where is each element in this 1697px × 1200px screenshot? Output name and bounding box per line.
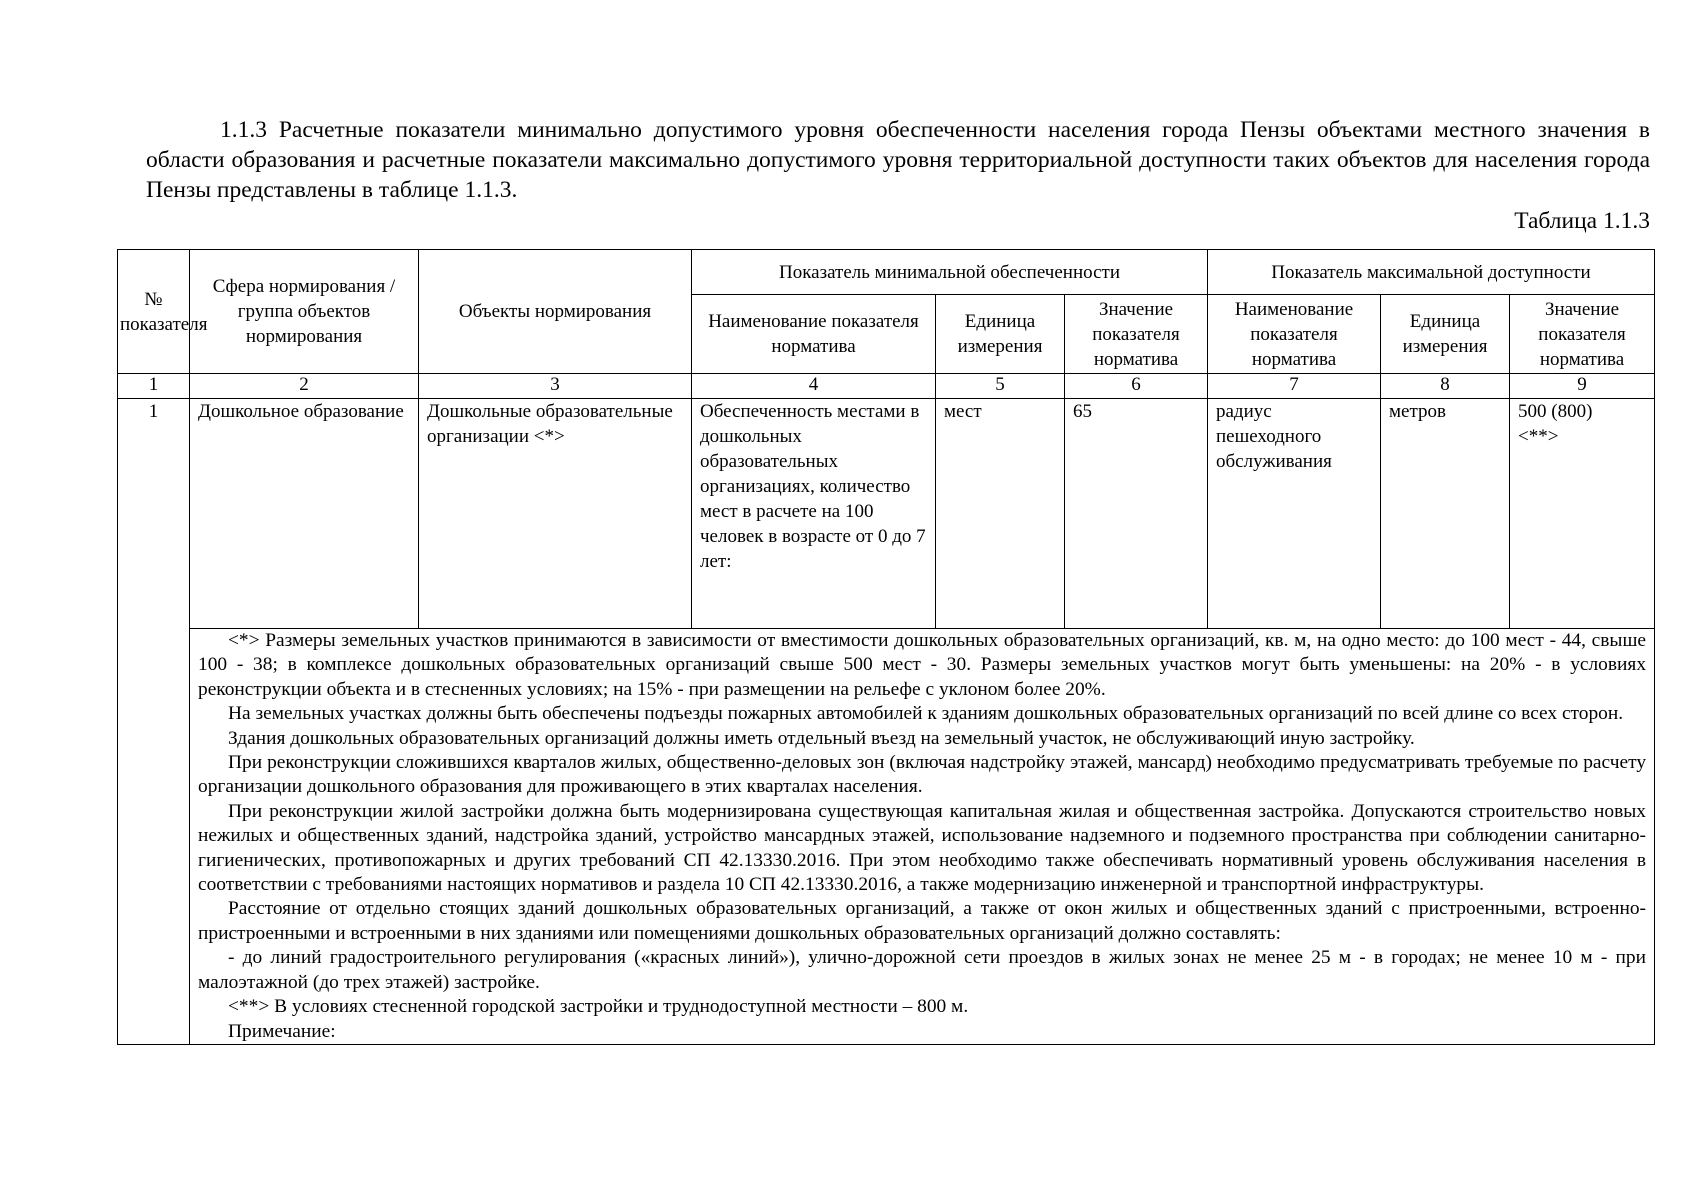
column-number: 8 bbox=[1381, 374, 1510, 399]
notes-cell bbox=[190, 629, 1655, 1045]
note-paragraph: При реконструкции жилой застройки должна быть модернизирована существующая капитальная жилая и общественная застройка. Допускаются строительство новых нежилых и общественных зданий, надстройка зданий, устройство мансардных этажей, использование надземного и подземного пространства при соблюдении санитарно-гигиенических, противопожарных и других требований СП 42.13330.2016. При этом необходимо также обеспечивать нормативный уровень обслуживания населения в соответствии с требованиями настоящих нормативов и раздела 10 СП 42.13330.2016, а также модернизацию инженерной и транспортной инфраструктуры. bbox=[198, 800, 1647, 896]
column-number: 6 bbox=[1065, 374, 1208, 399]
note-paragraph: Здания дошкольных образовательных организаций должны иметь отдельный въезд на земельный участок, не обслуживающий иную застройку. bbox=[228, 727, 1415, 749]
intro-paragraph: 1.1.3 Расчетные показатели минимально допустимого уровня обеспеченности населения города Пензы объектами местного значения в области образования и расчетные показатели максимально допустимого уровня территориальной доступности таких объектов для населения города Пензы представлены в таблице 1.1.3. bbox=[146, 117, 1650, 203]
header-max-accessibility: Показатель максимальной доступности bbox=[1208, 250, 1655, 295]
column-number: 5 bbox=[936, 374, 1065, 399]
header-max-value: Значение показателя норматива bbox=[1510, 295, 1655, 374]
header-max-name: Наименование показателя норматива bbox=[1208, 295, 1381, 374]
note-paragraph: - до линий градостроительного регулирования («красных линий»), улично-дорожной сети проездов в жилых зонах не менее 25 м - в городах; не менее 10 м - при малоэтажной (до трех этажей) застройке. bbox=[198, 947, 1647, 993]
column-number: 7 bbox=[1208, 374, 1381, 399]
note-paragraph: <**> В условиях стесненной городской застройки и труднодоступной местности – 800 м. bbox=[228, 996, 969, 1018]
column-number: 2 bbox=[190, 374, 419, 399]
header-min-provision: Показатель минимальной обеспеченности bbox=[692, 250, 1208, 295]
table-caption: Таблица 1.1.3 bbox=[1514, 208, 1650, 234]
note-paragraph: Примечание: bbox=[228, 1020, 336, 1042]
row-objects: Дошкольные образовательные организации <*> bbox=[419, 399, 692, 629]
header-max-unit: Единица измерения bbox=[1381, 295, 1510, 374]
column-number: 4 bbox=[692, 374, 936, 399]
row-sphere: Дошкольное образование bbox=[190, 399, 419, 629]
note-paragraph: Расстояние от отдельно стоящих зданий дошкольных образовательных организаций, а также от окон жилых и общественных зданий с пристроенными, встроенно-пристроенными и встроенными в них зданиями или помещениями дошкольных образовательных организаций должно составлять: bbox=[198, 898, 1647, 944]
note-paragraph: <*> Размеры земельных участков принимаются в зависимости от вместимости дошкольных образовательных организаций, кв. м, на одно место: до 100 мест - 44, свыше 100 - 38; в комплексе дошкольных образовательных организаций свыше 500 мест - 30. Размеры земельных участков могут быть уменьшены: на 20% - в условиях реконструкции объекта и в стесненных условиях; на 15% - при размещении на рельефе с уклоном более 20%. bbox=[198, 630, 1647, 700]
header-number: № показателя bbox=[118, 250, 190, 374]
row-min-name: Обеспеченность местами в дошкольных образовательных организациях, количество мест в расчете на 100 человек в возрасте от 0 до 7 лет: bbox=[692, 399, 936, 629]
row-max-unit: метров bbox=[1381, 399, 1510, 629]
header-objects: Объекты нормирования bbox=[419, 250, 692, 374]
norms-table bbox=[117, 249, 1655, 1045]
column-number: 1 bbox=[118, 374, 190, 399]
row-min-value: 65 bbox=[1065, 399, 1208, 629]
header-min-value: Значение показателя норматива bbox=[1065, 295, 1208, 374]
table-row bbox=[118, 399, 1655, 629]
note-paragraph: При реконструкции сложившихся кварталов жилых, общественно-деловых зон (включая надстройку этажей, мансард) необходимо предусматривать требуемые по расчету организации дошкольного образования для проживающего в этих кварталах населения. bbox=[198, 752, 1647, 798]
header-sphere: Сфера нормирования / группа объектов нормирования bbox=[190, 250, 419, 374]
row-min-unit: мест bbox=[936, 399, 1065, 629]
notes-row bbox=[118, 629, 1655, 1045]
row-max-name: радиус пешеходного обслуживания bbox=[1208, 399, 1381, 629]
row-number: 1 bbox=[118, 399, 190, 1045]
column-number: 3 bbox=[419, 374, 692, 399]
header-min-name: Наименование показателя норматива bbox=[692, 295, 936, 374]
header-row-group bbox=[118, 250, 1655, 295]
column-numbers-row bbox=[118, 374, 1655, 399]
column-number: 9 bbox=[1510, 374, 1655, 399]
header-min-unit: Единица измерения bbox=[936, 295, 1065, 374]
row-max-value: 500 (800) <**> bbox=[1510, 399, 1655, 629]
note-paragraph: На земельных участках должны быть обеспечены подъезды пожарных автомобилей к зданиям дошкольных образовательных организаций по всей длине со всех сторон. bbox=[228, 703, 1624, 725]
